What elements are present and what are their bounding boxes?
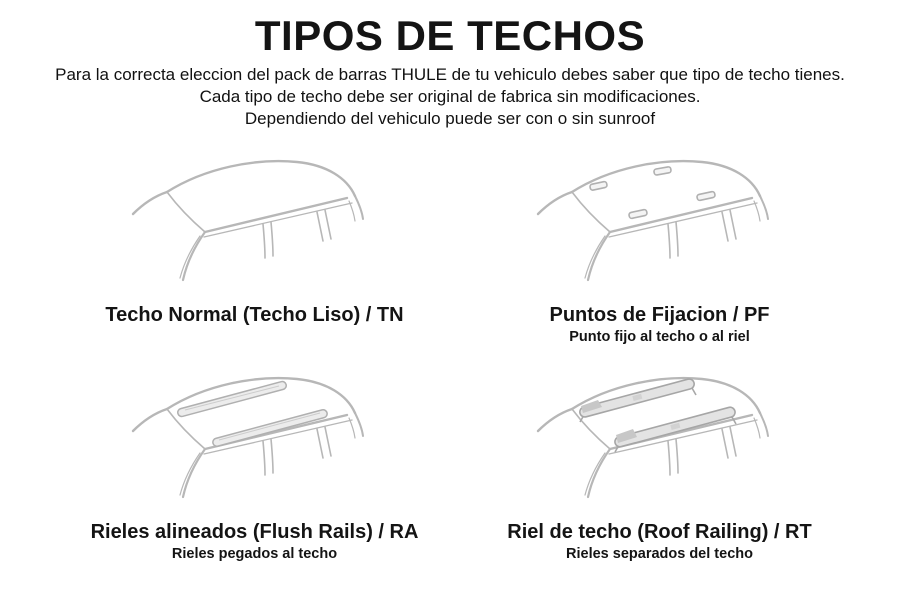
intro-line-2: Cada tipo de techo debe ser original de fabrica sin modificaciones. bbox=[199, 87, 701, 106]
roof-type-label: Puntos de Fijacion / PF bbox=[549, 304, 770, 326]
flush-rails bbox=[176, 381, 327, 447]
roof-type-sublabel: Rieles separados del techo bbox=[566, 546, 753, 562]
roof-type-fixation-points bbox=[457, 150, 862, 345]
roof-type-label: Rieles alineados (Flush Rails) / RA bbox=[90, 521, 419, 543]
roof-types-grid bbox=[52, 150, 900, 562]
intro-line-1: Para la correcta eleccion del pack de barras THULE de tu vehiculo debes saber que tipo de techo tienes. bbox=[55, 65, 845, 84]
raised-roof-rails bbox=[578, 378, 735, 452]
roof-type-roof-railing bbox=[457, 367, 862, 562]
flush-rails-roof-drawing bbox=[105, 367, 405, 517]
infographic-page bbox=[0, 12, 900, 612]
roof-railing-roof-drawing bbox=[510, 367, 810, 517]
roof-type-label: Techo Normal (Techo Liso) / TN bbox=[105, 304, 404, 326]
roof-type-flush-rails bbox=[52, 367, 457, 562]
normal-roof-drawing bbox=[105, 150, 405, 300]
fixation-points-roof-drawing bbox=[510, 150, 810, 300]
intro-line-3: Dependiendo del vehiculo puede ser con o sin sunroof bbox=[244, 109, 656, 128]
roof-type-normal bbox=[52, 150, 457, 345]
roof-type-label: Riel de techo (Roof Railing) / RT bbox=[507, 521, 812, 543]
roof-type-sublabel: Rieles pegados al techo bbox=[171, 546, 338, 562]
intro-text bbox=[0, 64, 900, 130]
page-title: TIPOS DE TECHOS bbox=[254, 12, 646, 59]
roof-type-sublabel: Punto fijo al techo o al riel bbox=[569, 329, 750, 345]
